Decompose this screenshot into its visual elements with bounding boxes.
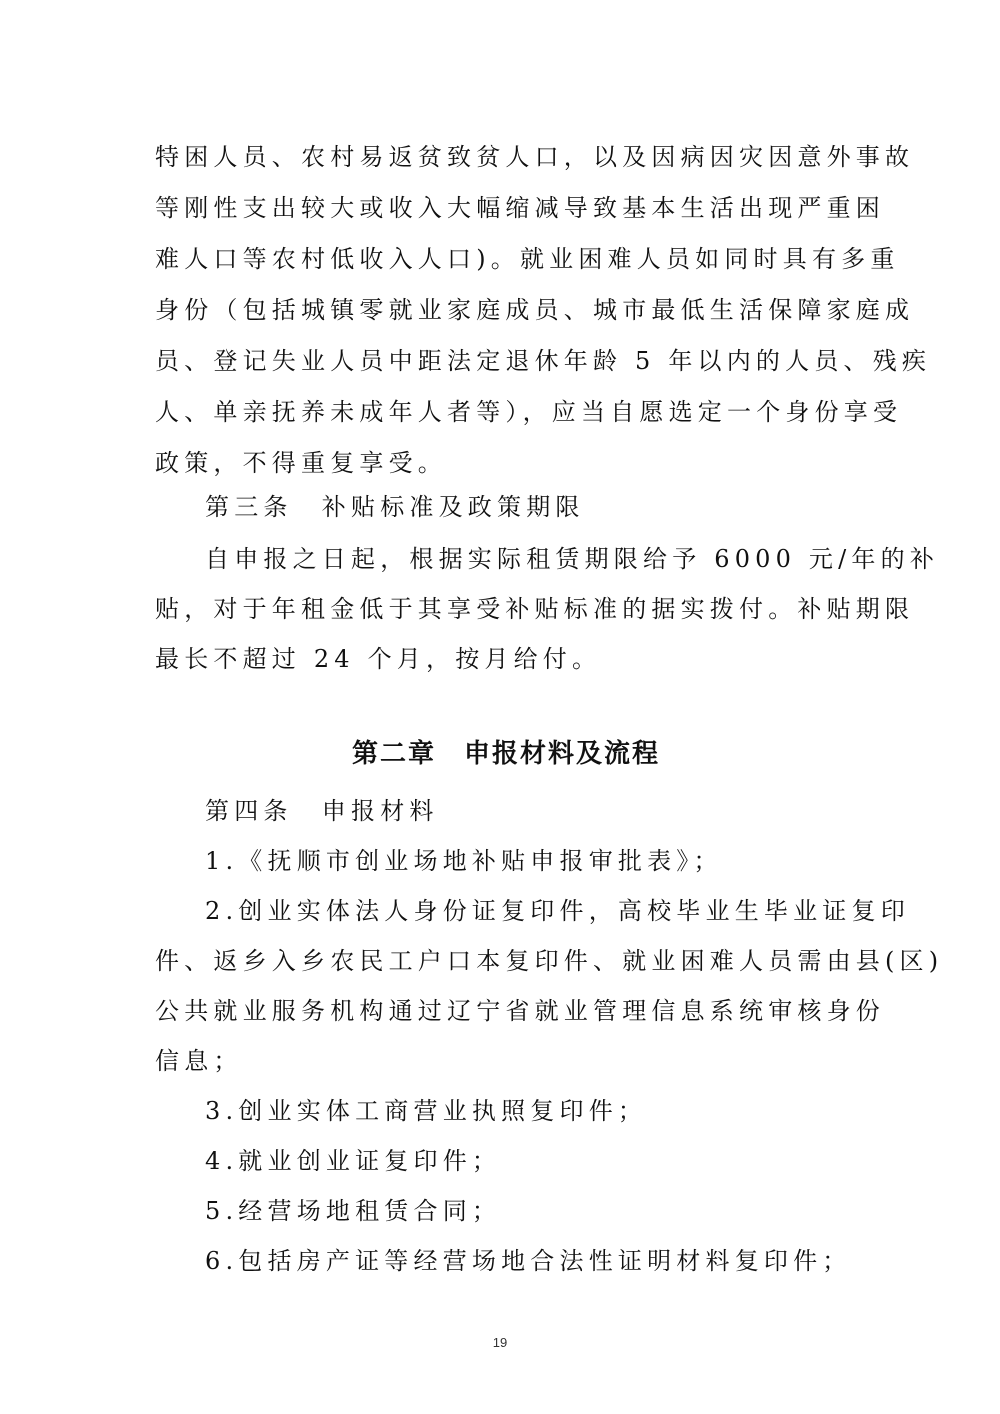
material-item-2-line: 件、返乡入乡农民工户口本复印件、就业困难人员需由县(区) — [155, 947, 944, 975]
paragraph-line: 难人口等农村低收入人口)。就业困难人员如同时具有多重 — [155, 245, 900, 273]
material-item-2-line: 公共就业服务机构通过辽宁省就业管理信息系统审核身份 — [155, 997, 885, 1025]
chapter-2-heading: 第二章 申报材料及流程 — [352, 739, 661, 769]
material-item-5: 5.经营场地租赁合同； — [205, 1197, 502, 1225]
material-item-3: 3.创业实体工商营业执照复印件； — [205, 1097, 648, 1125]
material-item-4: 4.就业创业证复印件； — [205, 1147, 502, 1175]
material-item-2-line: 信息； — [155, 1047, 243, 1075]
paragraph-line: 人、单亲抚养未成年人者等），应当自愿选定一个身份享受 — [155, 398, 903, 426]
paragraph-line: 身份（包括城镇零就业家庭成员、城市最低生活保障家庭成 — [155, 296, 915, 324]
paragraph-line: 员、登记失业人员中距法定退休年龄 5 年以内的人员、残疾 — [155, 347, 932, 375]
page-number: 19 — [492, 1335, 508, 1350]
article-3-line: 贴，对于年租金低于其享受补贴标准的据实拨付。补贴期限 — [155, 595, 915, 623]
paragraph-line: 等刚性支出较大或收入大幅缩减导致基本生活出现严重困 — [155, 194, 885, 222]
paragraph-line: 特困人员、农村易返贫致贫人口，以及因病因灾因意外事故 — [155, 143, 915, 171]
article-4-title: 第四条 申报材料 — [205, 797, 439, 825]
article-3-title: 第三条 补贴标准及政策期限 — [205, 493, 585, 521]
material-item-1: 1.《抚顺市创业场地补贴申报审批表》； — [205, 847, 723, 875]
paragraph-line: 政策，不得重复享受。 — [155, 449, 447, 477]
article-3-line: 自申报之日起，根据实际租赁期限给予 6000 元/年的补 — [205, 545, 940, 573]
article-3-line: 最长不超过 24 个月，按月给付。 — [155, 645, 602, 673]
material-item-6: 6.包括房产证等经营场地合法性证明材料复印件； — [205, 1247, 852, 1275]
material-item-2-line: 2.创业实体法人身份证复印件，高校毕业生毕业证复印 — [205, 897, 910, 925]
